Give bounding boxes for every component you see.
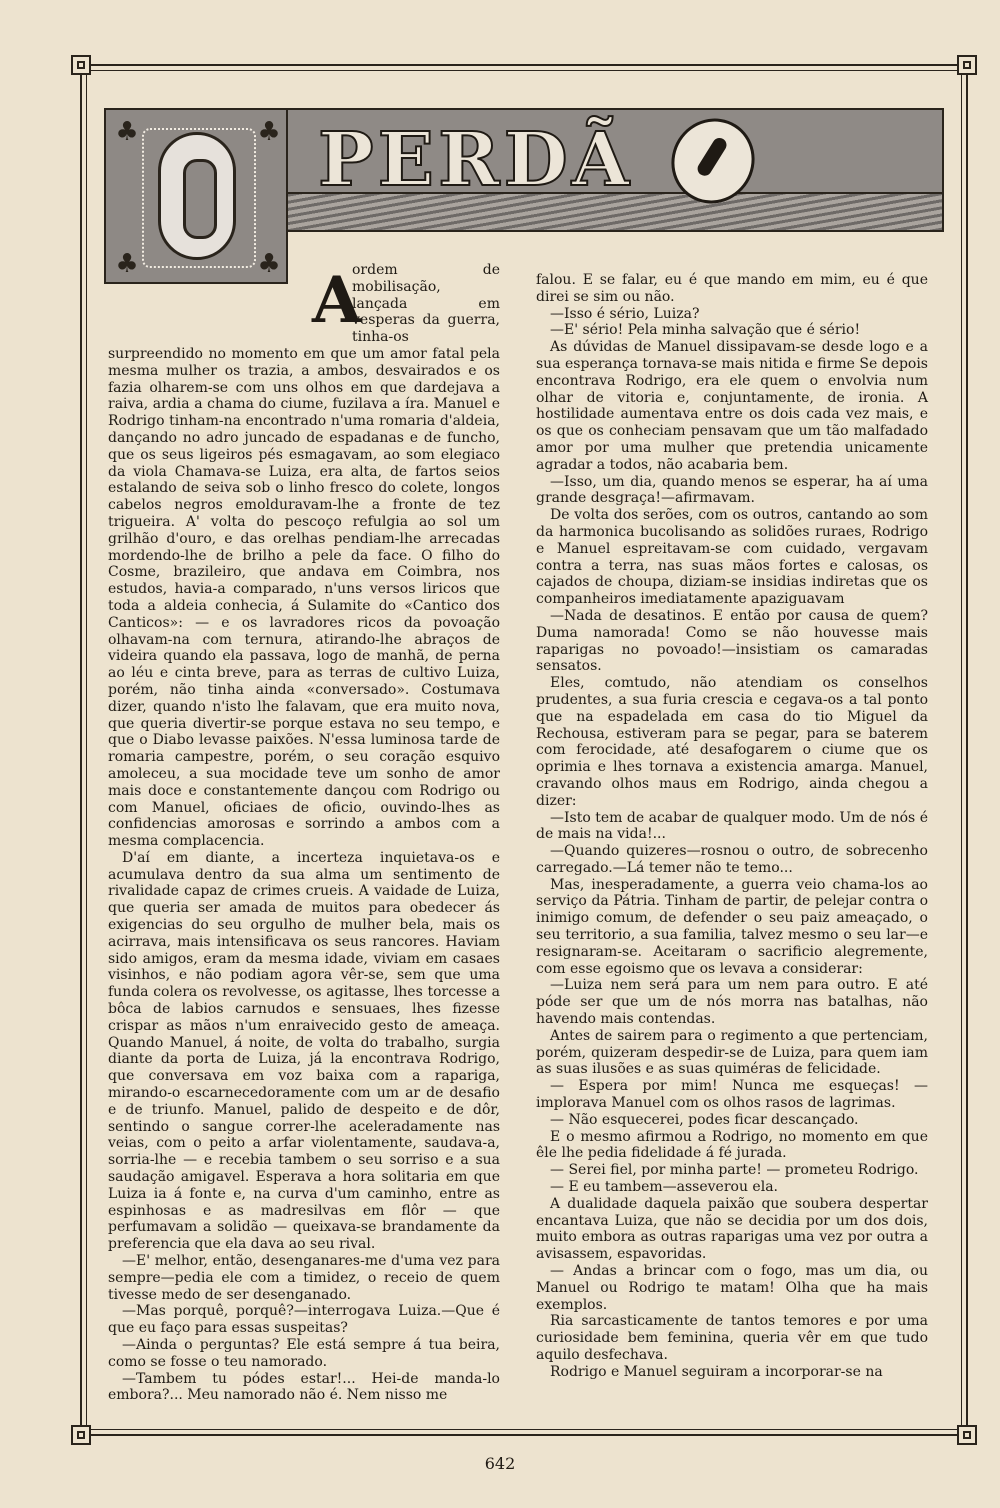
paragraph: D'aí em diante, a incerteza inquietava-os e acumulava dentro da sua alma um sentimento de rivalidade capaz de crimes crueis. A vaidade de Luiza, que queria ser amada de muitos para obedecer ás exigencias do seu orgulho de mulher bela, mais os acirrava, mais intensificava os seus rancores. Haviam sido amigos, eram da mesma idade, viviam em casaes visinhos, e não podiam agora vêr-se, sem que uma funda colera os revolvesse, os agitasse, lhes torcesse a bôca de labios carnudos e sensuaes, lhes fizesse crispar as mãos n'um enraivecido gesto de ameaça. Quando Manuel, á noite, de volta do trabalho, surgia diante da porta de Luiza, já la encontrava Rodrigo, que conversava em voz baixa com a rapariga, mirando-o escarnecedoramente com um ar de desafio e de triunfo. Manuel, palido de despeito e de dôr, sentindo o sangue correr-lhe aceleradamente nas veias, com o peito a arfar violentamente, saudava-a, sorria-lhe — e recebia tambem o seu sorriso e a sua saudação amigavel. Esperava a hora solitaria em que Luiza ia á fonte e, na curva d'um caminho, entre as espinhosas e as madresilvas em flôr — que perfumavam a solidão — queixava-se brandamente da preferencia que ela dava ao seu rival. xyxy=(108,849,500,1253)
corner-ornament-bottom-left xyxy=(71,1425,91,1445)
paragraph: —Tambem tu pódes estar!... Hei-de manda-lo embora?... Meu namorado não é. Nem nisso me xyxy=(108,1370,500,1404)
paragraph: falou. E se falar, eu é que mando em mim, eu é que direi se sim ou não. xyxy=(536,272,928,305)
paragraph: —Mas porquê, porquê?—interrogava Luiza.—Que é que eu faço para essas suspeitas? xyxy=(108,1303,500,1337)
paragraph: —Isso é sério, Luiza? xyxy=(550,305,700,322)
paragraph: Ria sarcasticamente de tantos temores e por uma curiosidade bem feminina, queria vêr em que tudo aquilo desfechava. xyxy=(536,1313,928,1363)
paragraph: —Isto tem de acabar de qualquer modo. Um de nós é de mais na vida!... xyxy=(536,809,928,843)
paragraph: A dualidade daquela paixão que soubera despertar encantava Luiza, que não se decidia por um dos dois, muito embora as outras raparigas uma vez por outra a avisassem, espavoridas. xyxy=(536,1195,928,1263)
paragraph: —E' sério! Pela minha salvação que é sério! xyxy=(550,322,861,339)
paragraph: —Nada de desatinos. E então por causa de quem? Duma namorada! Como se não houvesse mais raparigas no povoado!—insistiam os camaradas sensatos. xyxy=(536,607,928,675)
paragraph: Rodrigo e Manuel seguiram a incorporar-se na xyxy=(550,1363,883,1380)
title-letter: E xyxy=(377,117,437,203)
corner-ornament-top-right xyxy=(957,55,977,75)
paragraph: — Não esquecerei, podes ficar descançado. xyxy=(550,1111,859,1128)
tulip-ornament-icon: ♣ xyxy=(257,117,281,147)
paragraph: — Espera por mim! Nunca me esqueças! — implorava Manuel com os olhos rasos de lagrimas. xyxy=(536,1078,928,1112)
paragraph: E o mesmo afirmou a Rodrigo, no momento em que êle lhe pedia fidelidade á fé jurada. xyxy=(536,1128,928,1162)
tulip-ornament-icon: ♣ xyxy=(115,249,139,279)
title-letter: P xyxy=(318,117,376,203)
corner-ornament-top-left xyxy=(71,55,91,75)
paragraph: Mas, inesperadamente, a guerra veio chama-los ao serviço da Pátria. Tinham de partir, de pelejar contra o inimigo comum, de defender o seu paiz ameaçado, o seu territorio, a sua familia, talvez mesmo o seu lar—e resignaram-se. Aceitaram o sacrificio alegremente, com esse egoismo que os levava a considerar: xyxy=(536,876,928,977)
paragraph: De volta dos serões, com os outros, cantando ao som da harmonica bucolisando as solidões ruraes, Rodrigo e Manuel espreitavam-se com cuidado, vergavam contra a terra, nas suas mãos fortes e calosas, os cajados de choupa, diziam-se insidias indiretas que os companheiros imediatamente apaziguavam xyxy=(536,507,928,608)
paragraph: —Luiza nem será para um nem para outro. E até póde ser que um de nós morra nas batalhas, não havendo mais contendas. xyxy=(536,977,928,1028)
tulip-ornament-icon: ♣ xyxy=(115,117,139,147)
text-column-left xyxy=(108,262,500,1404)
paragraph: As dúvidas de Manuel dissipavam-se desde logo e a sua esperança tornava-se mais nitida e firme Se depois encontrava Rodrigo, era ele quem o envolvia num olhar de vitoria e, conjuntamente, de ironia. A hostilidade aumentava entre os dois cada vez mais, e os que os conheciam pensavam que um tão malfadado amor por uma mulher que pretendia unicamente agradar a todos, não acabaria bem. xyxy=(536,339,928,473)
text-column-right xyxy=(536,272,928,1381)
title-initial-panel xyxy=(104,108,288,284)
paragraph: — Andas a brincar com o fogo, mas um dia, ou Manuel ou Rodrigo te matam! Olha que ha mais exemplos. xyxy=(536,1263,928,1313)
tulip-ornament-icon: ♣ xyxy=(257,249,281,279)
title-letter: D xyxy=(503,117,570,203)
article-title xyxy=(318,112,631,208)
paragraph: — E eu tambem—asseverou ela. xyxy=(550,1179,778,1196)
title-initial-letter xyxy=(158,132,236,260)
drop-cap: A xyxy=(312,263,362,338)
paragraph: —Isso, um dia, quando menos se esperar, ha aí uma grande desgraça!—afirmavam. xyxy=(536,473,928,507)
paragraph: Eles, comtudo, não atendiam os conselhos prudentes, a sua furia crescia e cegava-os a tal ponto que na espadelada em casa do tio Miguel da Rechousa, estiveram para se pegar, para se baterem com ferocidade, até desafogarem o ciume que os oprimia e lhes tornava a existencia amarga. Manuel, cravando olhos maus em Rodrigo, ainda chegou a dizer: xyxy=(536,675,928,809)
paragraph: — Serei fiel, por minha parte! — prometeu Rodrigo. xyxy=(550,1162,919,1179)
corner-ornament-bottom-right xyxy=(957,1425,977,1445)
paragraph: Antes de sairem para o regimento a que pertenciam, porém, quizeram despedir-se de Luiza, para quem iam as suas ilusões e as suas quiméras de felicidade. xyxy=(536,1027,928,1078)
paragraph: —Ainda o perguntas? Ele está sempre á tua beira, como se fosse o teu namorado. xyxy=(108,1337,500,1370)
page-number: 642 xyxy=(484,1454,516,1473)
paragraph: A ordem de mobilisação, lançada em vesperas da guerra, tinha-os surpreendido no momento em que um amor fatal pela mesma mulher os trazia, a ambos, desvairados e os fazia olharem-se com uns olhos em que dardejava a raiva, ardia a chama do ciume, fuzilava a íra. Manuel e Rodrigo tinham-na encontrado n'uma romaria d'aldeia, dançando no adro juncado de espadanas e de funcho, que os seus ligeiros pés esmagavam, ao som elegiaco da viola Chamava-se Luiza, era alta, de fartos seios estalando de seiva sob o linho fresco do colete, longos cabelos negros emolduravam-lhe a fronte de tez trigueira. A' volta do pescoço refulgia ao sol um grilhão d'ouro, e das orelhas pendiam-lhe arrecadas mordendo-lhe de brilho a pele da face. O filho do Cosme, brazileiro, que andava em Coimbra, nos estudos, havia-a comparado, n'uns versos liricos que toda a aldeia conhecia, á Sulamite do «Cantico dos Canticos»: — e os lavradores ricos da povoação olhavam-na com ternura, atirando-lhe abraços de videira quando ela passava, logo de manhã, de perna ao léu e cinta breve, para as terras de cultivo Luiza, porém, não tinha ainda «conversado». Costumava dizer, quando n'isto lhe falavam, que era muito nova, que queria divertir-se porque estava no seu tempo, e que o Diabo levasse paixões. N'essa luminosa tarde de romaria campestre, porém, o seu coração esquivo amoleceu, a sua mocidade teve um sonho de amor mais doce e constantemente dançou com Rodrigo ou com Manuel, oficiaes de oficio, ouvindo-lhes as confidencias amorosas e sorrindo a ambos com a mesma complacencia. xyxy=(108,262,500,850)
paragraph: —Quando quizeres—rosnou o outro, de sobrecenho carregado.—Lá temer não te temo... xyxy=(536,843,928,876)
title-letter: Ã xyxy=(571,117,632,203)
paragraph: —E' melhor, então, desenganares-me d'uma vez para sempre—pedia ele com a timidez, o receio de quem tivesse medo de ser desenganado. xyxy=(108,1253,500,1303)
title-letter: R xyxy=(438,117,502,203)
